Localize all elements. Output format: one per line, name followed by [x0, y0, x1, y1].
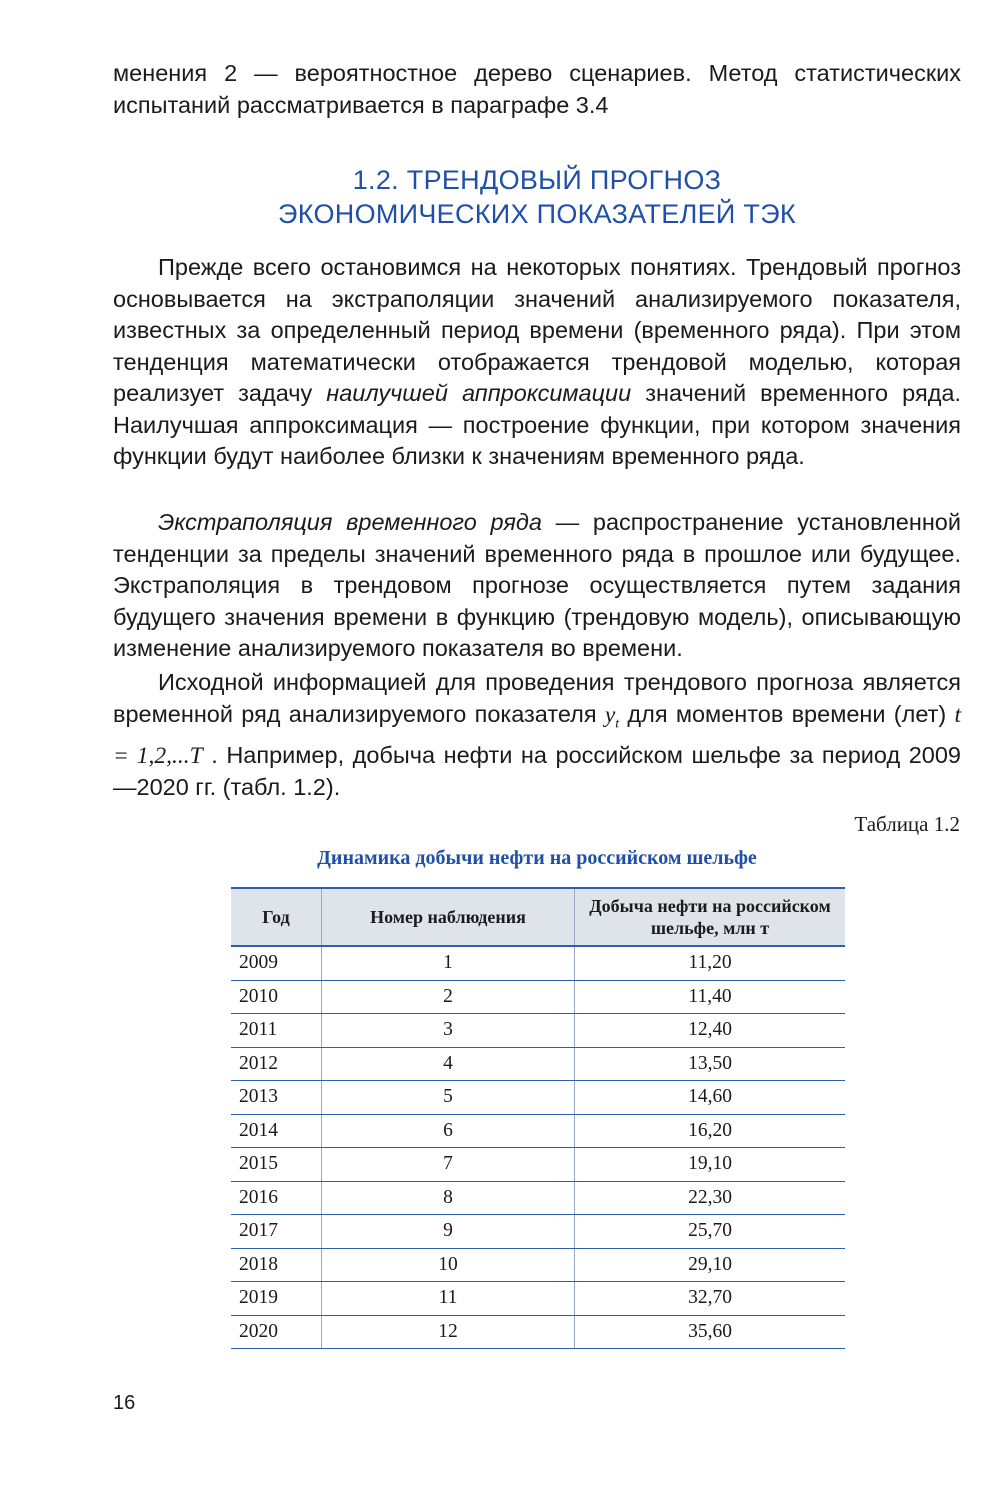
- cell-production: 14,60: [575, 1081, 846, 1115]
- cell-year: 2020: [231, 1315, 322, 1349]
- cell-production: 32,70: [575, 1282, 846, 1316]
- intro-paragraph: [113, 58, 961, 121]
- table-header-row: [231, 888, 845, 946]
- paragraph-1: Прежде всего остановимся на некоторых понятиях. Трендовый прогноз основывается на экстраполяции значений анализируемого показателя, известных за определенный период времени (временного ряда). При этом тенденция математически отображается трендовой моделью, которая реализует задачу наилучшей аппроксимации значений временного ряда. Наилучшая аппроксимация — построение функции, при котором значения функции будут наиболее близки к значениям временного ряда.: [113, 254, 962, 469]
- cell-production: 25,70: [575, 1215, 846, 1249]
- table-row: [231, 1315, 845, 1349]
- cell-observation: 3: [322, 1014, 575, 1048]
- table-row: [231, 1047, 845, 1081]
- cell-observation: 7: [322, 1148, 575, 1182]
- cell-observation: 10: [322, 1248, 575, 1282]
- cell-year: 2019: [231, 1282, 322, 1316]
- cell-production: 11,40: [575, 980, 846, 1014]
- cell-observation: 4: [322, 1047, 575, 1081]
- cell-observation: 6: [322, 1114, 575, 1148]
- table-row: [231, 1282, 845, 1316]
- cell-year: 2016: [231, 1181, 322, 1215]
- cell-production: 12,40: [575, 1014, 846, 1048]
- table-row: [231, 1014, 845, 1048]
- cell-observation: 5: [322, 1081, 575, 1115]
- header-year: Год: [231, 888, 322, 946]
- cell-year: 2012: [231, 1047, 322, 1081]
- heading-line-1: 1.2. ТРЕНДОВЫЙ ПРОГНОЗ: [352, 165, 722, 195]
- cell-year: 2010: [231, 980, 322, 1014]
- term-extrapolation: Экстраполяция временного ряда: [158, 509, 542, 535]
- cell-production: 22,30: [575, 1181, 846, 1215]
- page-number: 16: [113, 1392, 136, 1414]
- cell-production: 19,10: [575, 1148, 846, 1182]
- table-number: Таблица 1.2: [854, 812, 960, 836]
- cell-year: 2013: [231, 1081, 322, 1115]
- intro-text: менения 2 — вероятностное дерево сценариев. Метод статистических испытаний рассматривается в параграфе 3.4: [113, 60, 961, 118]
- variable-y: $y_t$: [604, 701, 620, 732]
- header-oil-production: Добыча нефти на российском шельфе, млн т: [575, 888, 846, 946]
- table-body: [231, 946, 845, 1349]
- table-row: [231, 1248, 845, 1282]
- cell-year: 2017: [231, 1215, 322, 1249]
- formula-t: t = 1,2,...T: [113, 701, 961, 769]
- table-row: [231, 1081, 845, 1115]
- table-row: [231, 1148, 845, 1182]
- table-row: [231, 946, 845, 980]
- cell-production: 16,20: [575, 1114, 846, 1148]
- cell-observation: 11: [322, 1282, 575, 1316]
- cell-year: 2011: [231, 1014, 322, 1048]
- cell-production: 13,50: [575, 1047, 846, 1081]
- cell-production: 11,20: [575, 946, 846, 980]
- oil-production-table: [231, 887, 845, 1349]
- table-row: [231, 1181, 845, 1215]
- cell-year: 2018: [231, 1248, 322, 1282]
- section-heading: [113, 163, 961, 231]
- cell-production: 29,10: [575, 1248, 846, 1282]
- paragraph-2: Экстраполяция временного ряда — распространение установленной тенденции за пределы значений временного ряда в прошлое или будущее. Экстраполяция в трендовом прогнозе осуществляется путем задания будущего значения времени в функцию (трендовую модель), описывающую изменение анализируемого показателя во времени.: [113, 509, 961, 661]
- table-row: [231, 1114, 845, 1148]
- table-row: [231, 1215, 845, 1249]
- table-title: Динамика добычи нефти на российском шельфе: [317, 847, 757, 869]
- cell-observation: 9: [322, 1215, 575, 1249]
- cell-observation: 12: [322, 1315, 575, 1349]
- cell-observation: 2: [322, 980, 575, 1014]
- cell-year: 2014: [231, 1114, 322, 1148]
- paragraph-3: Исходной информацией для проведения трендового прогноза является временной ряд анализируемого показателя $y_t$ для моментов времени (лет) t = 1,2,...T . Например, добыча нефти на российском шельфе за период 2009—2020 гг. (табл. 1.2).: [113, 669, 961, 801]
- header-observation-number: Номер наблюдения: [322, 888, 575, 946]
- cell-observation: 1: [322, 946, 575, 980]
- heading-line-2: ЭКОНОМИЧЕСКИХ ПОКАЗАТЕЛЕЙ ТЭК: [278, 199, 796, 229]
- table-row: [231, 980, 845, 1014]
- cell-observation: 8: [322, 1181, 575, 1215]
- cell-year: 2015: [231, 1148, 322, 1182]
- cell-production: 35,60: [575, 1315, 846, 1349]
- term-best-approximation: наилучшей аппроксимации: [326, 380, 632, 406]
- cell-year: 2009: [231, 946, 322, 980]
